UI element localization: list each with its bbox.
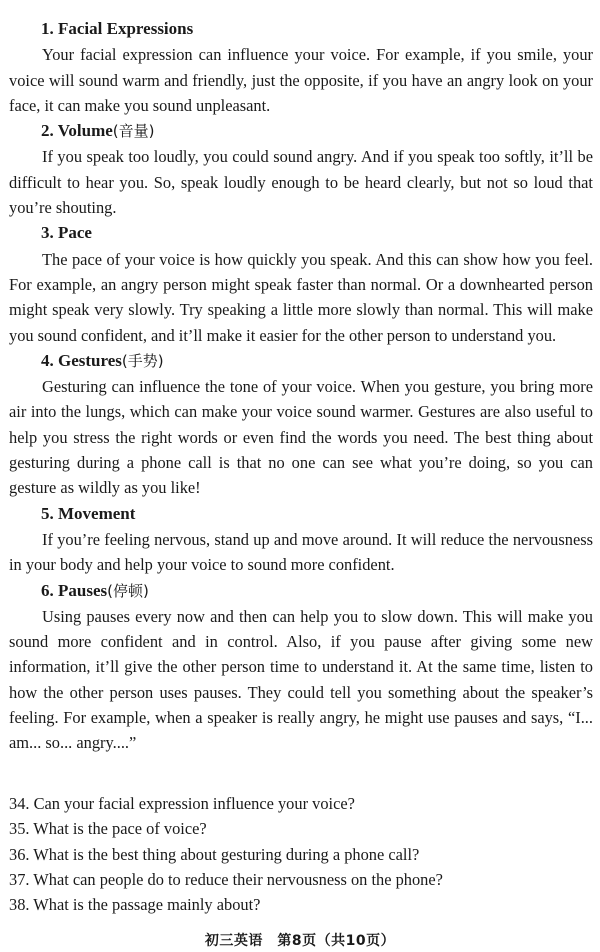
- question-34: 34. Can your facial expression influence your voice?: [9, 794, 355, 813]
- section-volume: [9, 118, 593, 220]
- section-heading: 6. Pauses(停顿): [41, 580, 149, 600]
- section-facial-expressions: [9, 16, 593, 118]
- section-heading: 4. Gestures(手势): [41, 350, 164, 370]
- question-38: 38. What is the passage mainly about?: [9, 895, 261, 915]
- question-list: [9, 791, 593, 917]
- section-heading: 2. Volume(音量): [41, 121, 155, 141]
- question-35: 35. What is the pace of voice?: [9, 819, 207, 839]
- passage: [9, 16, 593, 756]
- page-footer: 初三英语 第8页（共10页）: [204, 933, 396, 949]
- section-heading: 3. Pace: [41, 223, 92, 243]
- section-heading: 1. Facial Expressions: [41, 19, 194, 38]
- section-paragraph: Gesturing can influence the tone of your voice. When you gesture, you bring more air into the lungs, which can make your voice sound warmer. Gestures are also useful to help you stress the right words or even find the words you need. The best thing about gesturing during a phone call is that no one can see what you’re doing, so you can gesture as wildly as you like!: [9, 377, 593, 498]
- section-paragraph: Using pauses every now and then can help you to slow down. This will make you sound more confident and in control. Also, if you pause after giving some new information, it’ll give the other person time to understand it. At the same time, listen to how the other person uses pauses. They could tell you something about the speaker’s feeling. For example, when a speaker is really angry, he might use pauses and says, “I... am... so... angry....”: [9, 606, 593, 753]
- section-paragraph: Your facial expression can influence your voice. For example, if you smile, your voice will sound warm and friendly, just the opposite, if you have an angry look on your face, it can make you sound unpleasant.: [9, 45, 593, 115]
- question-37: 37. What can people do to reduce their nervousness on the phone?: [9, 869, 443, 889]
- section-pace: [9, 220, 593, 347]
- section-movement: [9, 501, 593, 578]
- section-gestures: [9, 348, 593, 501]
- section-pauses: [9, 578, 593, 756]
- question-36: 36. What is the best thing about gesturing during a phone call?: [9, 844, 420, 864]
- section-heading: 5. Movement: [41, 503, 136, 523]
- section-paragraph: The pace of your voice is how quickly you speak. And this can show how you feel. For example, an angry person might speak faster than normal. Or a downhearted person might speak very slowly. Try speaking a little more slowly than normal. This will make you sound confident, and it’ll make it easier for the other person to understand you.: [9, 249, 593, 345]
- section-paragraph: If you’re feeling nervous, stand up and move around. It will reduce the nervousness in your body and help your voice to sound more confident.: [9, 529, 593, 575]
- section-paragraph: If you speak too loudly, you could sound angry. And if you speak too softly, it’ll be difficult to hear you. So, speak loudly enough to be heard clearly, but not so loud that you’re shouting.: [9, 147, 593, 218]
